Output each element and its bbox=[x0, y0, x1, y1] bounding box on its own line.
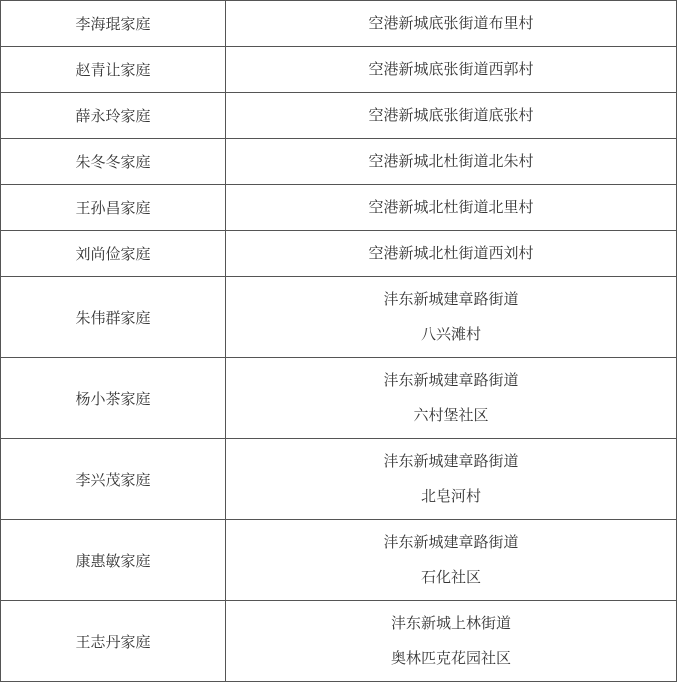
table-row bbox=[1, 47, 677, 93]
address-line: 沣东新城上林街道 bbox=[390, 614, 511, 632]
address-cell bbox=[226, 47, 677, 93]
family-name-cell: 杨小茶家庭 bbox=[1, 358, 226, 439]
address-cell bbox=[226, 439, 677, 520]
address-line: 奥林匹克花园社区 bbox=[390, 649, 511, 667]
address-cell bbox=[226, 358, 677, 439]
address-line: 空港新城北杜街道北朱村 bbox=[368, 152, 534, 170]
address-cell bbox=[226, 139, 677, 185]
table-row bbox=[1, 185, 677, 231]
address-line: 沣东新城建章路街道 bbox=[383, 533, 519, 551]
table-row bbox=[1, 277, 677, 358]
address-cell bbox=[226, 520, 677, 601]
table-row bbox=[1, 1, 677, 47]
address-line: 北皂河村 bbox=[420, 487, 481, 505]
table-row bbox=[1, 601, 677, 682]
address-line: 空港新城底张街道底张村 bbox=[368, 106, 534, 124]
table-row bbox=[1, 520, 677, 601]
address-line: 石化社区 bbox=[420, 568, 481, 586]
family-name-cell: 朱冬冬家庭 bbox=[1, 139, 226, 185]
table-row bbox=[1, 439, 677, 520]
family-name-cell: 赵青让家庭 bbox=[1, 47, 226, 93]
family-name-cell: 李海琨家庭 bbox=[1, 1, 226, 47]
address-cell bbox=[226, 231, 677, 277]
address-line: 空港新城底张街道布里村 bbox=[368, 14, 534, 32]
address-cell bbox=[226, 185, 677, 231]
table-row bbox=[1, 139, 677, 185]
address-line: 八兴滩村 bbox=[420, 325, 481, 343]
address-cell bbox=[226, 1, 677, 47]
address-line: 空港新城北杜街道北里村 bbox=[368, 198, 534, 216]
family-name-cell: 王志丹家庭 bbox=[1, 601, 226, 682]
family-name-cell: 薛永玲家庭 bbox=[1, 93, 226, 139]
family-name-cell: 李兴茂家庭 bbox=[1, 439, 226, 520]
family-name-cell: 康惠敏家庭 bbox=[1, 520, 226, 601]
table-row bbox=[1, 231, 677, 277]
family-name-cell: 刘尚俭家庭 bbox=[1, 231, 226, 277]
address-line: 沣东新城建章路街道 bbox=[383, 371, 519, 389]
address-line: 六村堡社区 bbox=[413, 406, 489, 424]
family-name-cell: 朱伟群家庭 bbox=[1, 277, 226, 358]
address-line: 沣东新城建章路街道 bbox=[383, 452, 519, 470]
table-row bbox=[1, 358, 677, 439]
address-line: 空港新城底张街道西郭村 bbox=[368, 60, 534, 78]
address-cell bbox=[226, 277, 677, 358]
family-name-cell: 王孙昌家庭 bbox=[1, 185, 226, 231]
address-cell bbox=[226, 601, 677, 682]
address-line: 空港新城北杜街道西刘村 bbox=[368, 244, 534, 262]
address-line: 沣东新城建章路街道 bbox=[383, 290, 519, 308]
address-cell bbox=[226, 93, 677, 139]
table-row bbox=[1, 93, 677, 139]
